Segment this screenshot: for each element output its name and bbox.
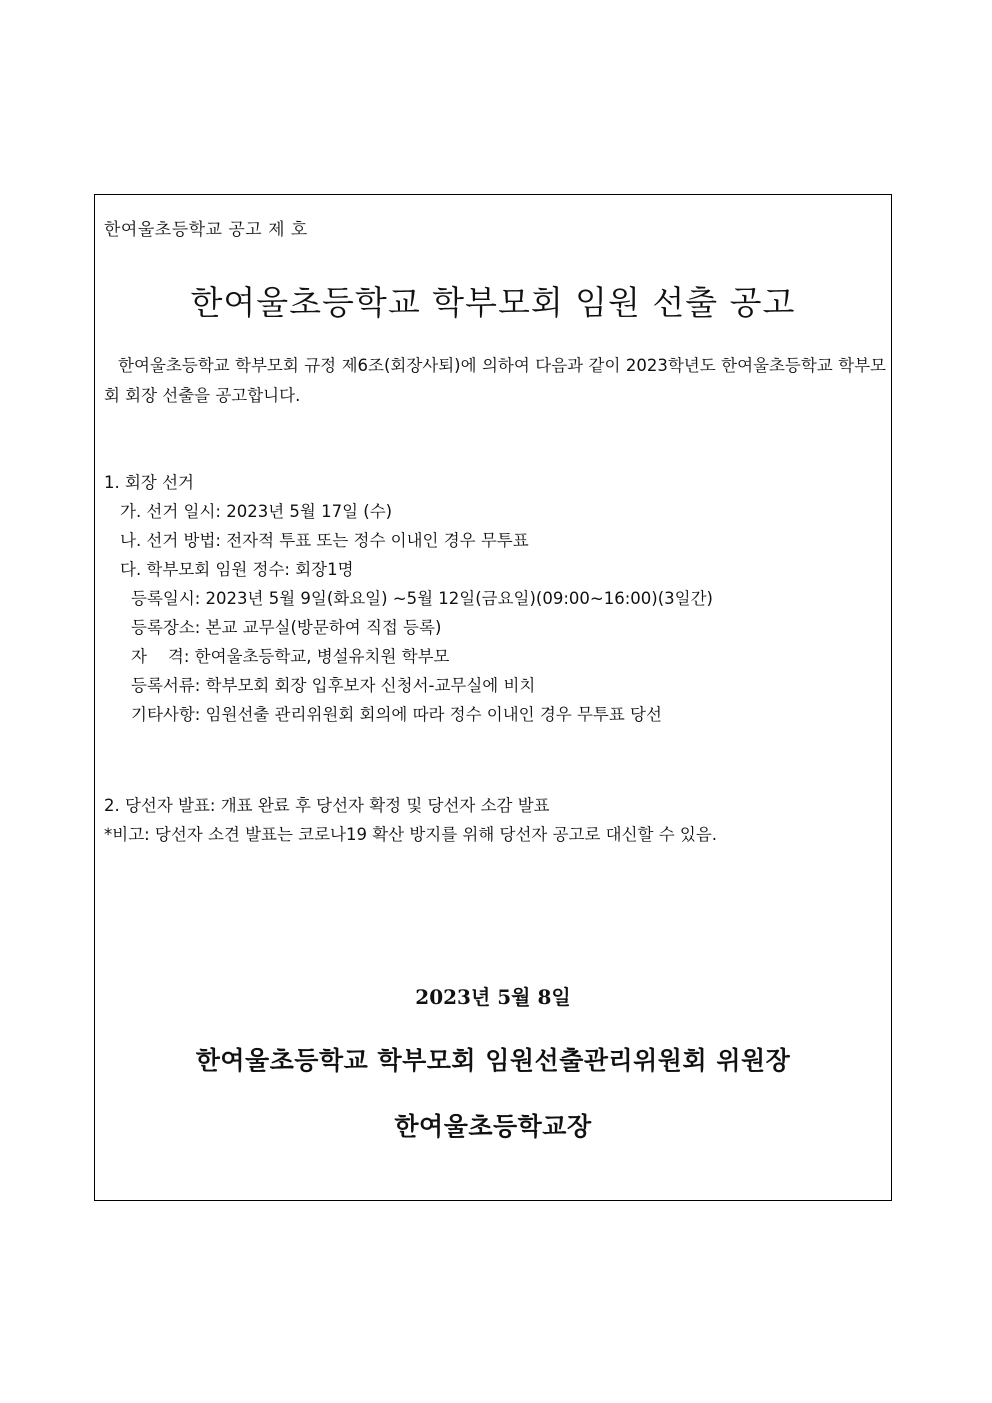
detail-qualification: 자 격: 한여울초등학교, 병설유치원 학부모 bbox=[131, 647, 450, 666]
principal-signature: 한여울초등학교장 bbox=[394, 1112, 592, 1141]
section1-heading: 1. 회장 선거 bbox=[104, 473, 194, 492]
section2-note: *비고: 당선자 소견 발표는 코로나19 확산 방지를 위해 당선자 공고로 대신할 수 있음. bbox=[104, 825, 718, 844]
section1-item-method: 나. 선거 방법: 전자적 투표 또는 정수 이내인 경우 무투표 bbox=[120, 531, 529, 550]
detail-other: 기타사항: 임원선출 관리위원회 회의에 따라 정수 이내인 경우 무투표 당선 bbox=[131, 705, 662, 724]
section1-item-date: 가. 선거 일시: 2023년 5월 17일 (수) bbox=[120, 502, 393, 521]
section2-heading: 2. 당선자 발표: 개표 완료 후 당선자 확정 및 당선자 소감 발표 bbox=[104, 796, 550, 815]
committee-signature: 한여울초등학교 학부모회 임원선출관리위원회 위원장 bbox=[195, 1046, 791, 1075]
intro-paragraph: 한여울초등학교 학부모회 규정 제6조(회장사퇴)에 의하여 다음과 같이 2023학년도 한여울초등학교 학부모회 회장 선출을 공고합니다. bbox=[104, 356, 886, 405]
detail-documents: 등록서류: 학부모회 회장 입후보자 신청서-교무실에 비치 bbox=[131, 676, 536, 695]
detail-registration-period: 등록일시: 2023년 5월 9일(화요일) ~5월 12일(금요일)(09:00~16:00)(3일간) bbox=[131, 589, 713, 608]
page-title: 한여울초등학교 학부모회 임원 선출 공고 bbox=[190, 283, 796, 322]
notice-number: 한여울초등학교 공고 제 호 bbox=[104, 220, 308, 240]
notice-date: 2023년 5월 8일 bbox=[415, 985, 571, 1009]
section1-item-quota: 다. 학부모회 임원 정수: 회장1명 bbox=[120, 560, 354, 579]
detail-registration-place: 등록장소: 본교 교무실(방문하여 직접 등록) bbox=[131, 618, 442, 637]
notice-document bbox=[94, 194, 892, 1201]
